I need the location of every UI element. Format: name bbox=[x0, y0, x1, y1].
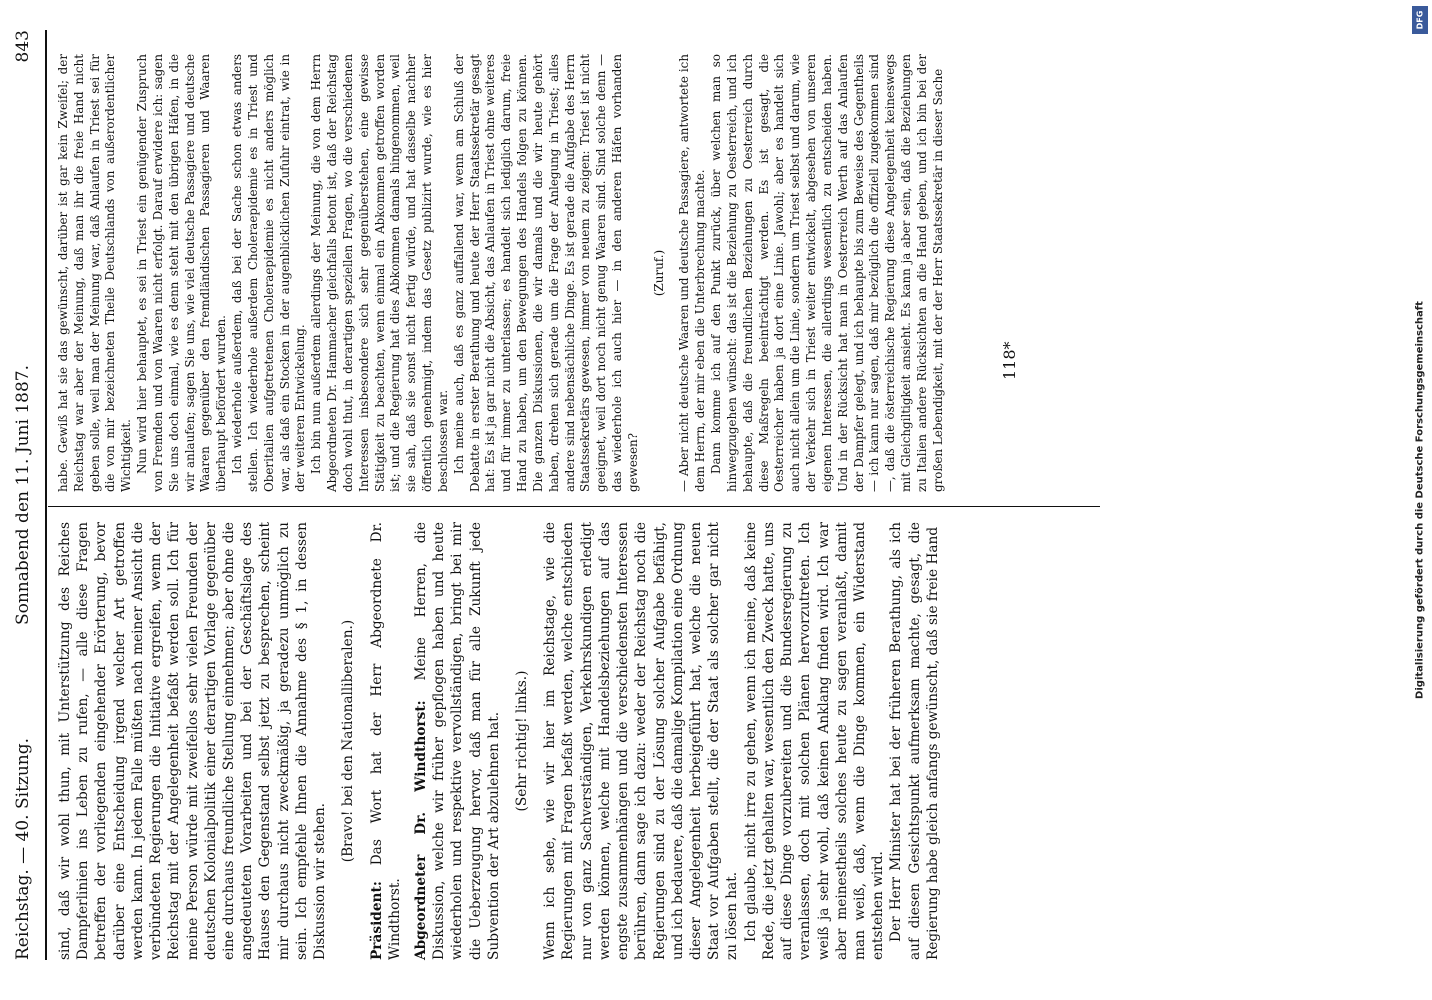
paragraph: habe. Gewiß hat sie das gewünscht, darüber ist gar kein Zweifel; der Reichstag war aber der Meinung, daß man ihr die freie Hand nicht geben solle, weil man der Meinung war, daß Anlaufen in Triest sei für die von mir bezeichneten Theile Deutschlands von außerordentlicher Wichtigkeit. bbox=[56, 54, 134, 492]
dfg-logo: DFG bbox=[1412, 6, 1428, 34]
signature-mark: 118* bbox=[1000, 341, 1019, 380]
right-column bbox=[56, 54, 947, 492]
call: (Zuruf.) bbox=[651, 249, 666, 297]
paragraph: Der Herr Minister hat bei der früheren Berathung, als ich auf diesen Gesichtspunkt aufmerksam machte, gesagt, die Regierung habe gleich anfangs gewünscht, daß sie freie Hand bbox=[888, 522, 941, 960]
left-column bbox=[56, 522, 942, 960]
paragraph: Ich glaube, nicht irre zu gehen, wenn ich meine, daß keine Rede, die jetzt gehalten war, wesentlich den Zweck hatte, uns auf diese Dinge vorzubereiten und die Bundesregierung zu veranlassen, doch mit solchen Plänen hervorzutreten. Ich weiß ja sehr wohl, daß keinen Anklang finden wird. Ich war aber meinestheils solches heute zu sagen veranlaßt, damit man weiß, daß, wenn die Dinge kommen, ein Widerstand entstehen wird. bbox=[742, 522, 887, 960]
column-divider bbox=[48, 506, 1100, 507]
paragraph: Ich bin nun außerdem allerdings der Meinung, die von dem Herrn Abgeordneten Dr. Hammacher gleichfalls betont ist, daß der Reichstag doch wohl thut, in derartigen speziellen Fragen, wo die verschiedenen Interessen insbesondere sich sehr gegenüberstehen, eine gewisse Stätigkeit zu beachten, wenn einmal ein Abkommen getroffen worden ist; und die Regierung hat dies Abkommen damals hingenommen, weil sie sah, daß sie sonst nicht fertig würde, und hat dasselbe nachher öffentlich genehmigt, indem das Gesetz publizirt wurde, wie es hier beschlossen war. bbox=[309, 54, 450, 492]
page-number: 843 bbox=[13, 30, 33, 63]
header-date: Sonnabend den 11. Juni 1887. bbox=[13, 364, 33, 626]
paragraph: — Aber nicht deutsche Waaren und deutsche Passagiere, antwortete ich dem Herrn, der mir eben die Unterbrechung machte. bbox=[677, 54, 708, 492]
paragraph: Ich meine auch, daß es ganz auffallend war, wenn am Schluß der Debatte in erster Berathung und heute der Herr Staatssekretär gesagt hat: Es ist ja gar nicht die Absicht, das Anlaufen in Triest ohne weiteres und für immer zu unterlassen; es handelt sich lediglich darum, freie Hand zu haben, um den Bewegungen des Handels folgen zu können. Die ganzen Diskussionen, die wir damals und die wir heute gehört haben, drehen sich gerade um die Frage der Anlegung in Triest; alles andere sind nebensächliche Dinge. Es ist gerade die Aufgabe des Herrn Staatssekretärs gewesen, immer von neuem zu zeigen: Triest ist nicht geeignet, weil dort noch nicht genug Waaren sind. Sind solche denn — das wiederhole ich auch hier — in den anderen Häfen vorhanden gewesen? bbox=[451, 54, 640, 492]
applause: (Bravo! bei den Nationalliberalen.) bbox=[340, 619, 357, 863]
page-header bbox=[14, 30, 44, 960]
paragraph: sind, daß wir wohl thun, mit Unterstützung des Reiches Dampferlinien ins Leben zu rufen, — alle diese Fragen betreffen der vorliegenden eingehender Erörterung, bevor darüber eine Entscheidung irgend welcher Art getroffen werden kann. In jedem Falle müßten nach meiner Ansicht die verbündeten Regierungen die Initiative ergreifen, wenn der Reichstag mit der Angelegenheit befaßt werden soll. Ich für meine Person würde mit zweifellos sehr vielen Freunden der deutschen Kolonialpolitik einer derartigen Vorlage gegenüber eine durchaus freundliche Stellung einnehmen; aber ohne die angedeuteten Vorarbeiten und bei der Geschäftslage des Hauses den Gegenstand selbst jetzt zu besprechen, scheint mir durchaus nicht zweckmäßig, ja geradezu unmöglich zu sein. Ich empfehle Ihnen die Annahme des § 1, in dessen Diskussion wir stehen. bbox=[57, 522, 329, 960]
windthorst-paragraph bbox=[412, 522, 503, 960]
president-text: Das Wort hat der Herr Abgeordnete Dr. Windthorst. bbox=[368, 521, 403, 960]
digitization-credit bbox=[1408, 0, 1432, 1000]
president-paragraph bbox=[368, 522, 404, 960]
paragraph: Nun wird hier behauptet, es sei in Triest ein genügender Zuspruch von Fremden und von Waaren nicht erfolgt. Darauf erwidere ich: sagen Sie uns doch einmal, wie es denn steht mit den übrigen Häfen, in die wir anlaufen; sagen Sie uns, wie viel deutsche Passagiere und deutsche Waaren gegenüber den fremdländischen Passagieren und Waaren überhaupt befördert wurden. bbox=[135, 54, 229, 492]
header-session: Reichstag. — 40. Sitzung. bbox=[13, 737, 33, 960]
paragraph: Dann komme ich auf den Punkt zurück, über welchen man so hinwegzugehen wünscht: das ist die Beziehung zu Oesterreich, und ich behaupte, daß die freundlichen Beziehungen zu Oesterreich durch diese Maßregeln beeinträchtigt werden. Es ist gesagt, die Oesterreicher haben ja dort eine Linie. Jawohl; aber es handelt sich auch nicht allein um die Linie, sondern um Triest selbst und darum, wie der Verkehr sich in Triest weiter entwickelt, abgesehen von unseren eigenen Interessen, die allerdings wesentlich zu entscheiden haben. Und in der Rücksicht hat man in Oesterreich Werth auf das Anlaufen der Dampfer gelegt, und ich behaupte bis zum Beweise des Gegentheils — ich kann nur sagen, daß mir bezüglich die offiziell zugekommen sind —, daß die österreichische Regierung diese Angelegenheit keineswegs mit Gleichgiltigkeit ansieht. Es kann ja aber sein, daß die Beziehungen zu Italien andere Rücksichten an die Hand geben, und ich bin bei der großen Lebendigkeit, mit der der Herr Staatssekretär in dieser Sache bbox=[709, 54, 945, 492]
speaker-president: Präsident: bbox=[368, 881, 385, 960]
windthorst-text: Meine Herren, die Diskussion, welche wir früher gepflogen haben und heute wiederholen und respektive vervollständigen, bringt bei mir die Ueberzeugung hervor, daß man für alle Zukunft jede Subvention der Art abzulehnen hat. bbox=[412, 522, 502, 960]
header-rule bbox=[45, 30, 47, 960]
speaker-windthorst: Abgeordneter Dr. Windthorst: bbox=[412, 700, 429, 960]
paragraph: Ich wiederhole außerdem, daß bei der Sache schon etwas anders stellen. Ich wiederhole außerdem Choleraepidemie es in Triest und Oberitalien aufgetretenen Choleraepidemie es nicht anders möglich war, als daß ein Stocken in der augenblicklichen Zufuhr eintrat, wie in der weiteren Entwickelung. bbox=[230, 54, 308, 492]
interjection: (Sehr richtig! links.) bbox=[514, 670, 531, 812]
paragraph: Wenn ich sehe, wie wir hier im Reichstage, wie die Regierungen mit Fragen befaßt werden, welche entschieden nur von ganz Sachverständigen, Verkehrskundigen erledigt werden können, welche mit Handelsbeziehungen auf das engste zusammenhängen und die verschiedensten Interessen berühren, dann sage ich dazu: weder der Reichstag noch die Regierungen sind zu der Lösung solcher Aufgabe befähigt, und ich bedauere, daß die damalige Kompilation eine Ordnung dieser Angelegenheit herbeigeführt hat, welche die neuen Staat vor Aufgaben stellt, die der Staat als solcher gar nicht zu lösen hat. bbox=[542, 522, 741, 960]
credit-text: Digitalisierung gefördert durch die Deutsche Forschungsgemeinschaft bbox=[1414, 301, 1426, 699]
